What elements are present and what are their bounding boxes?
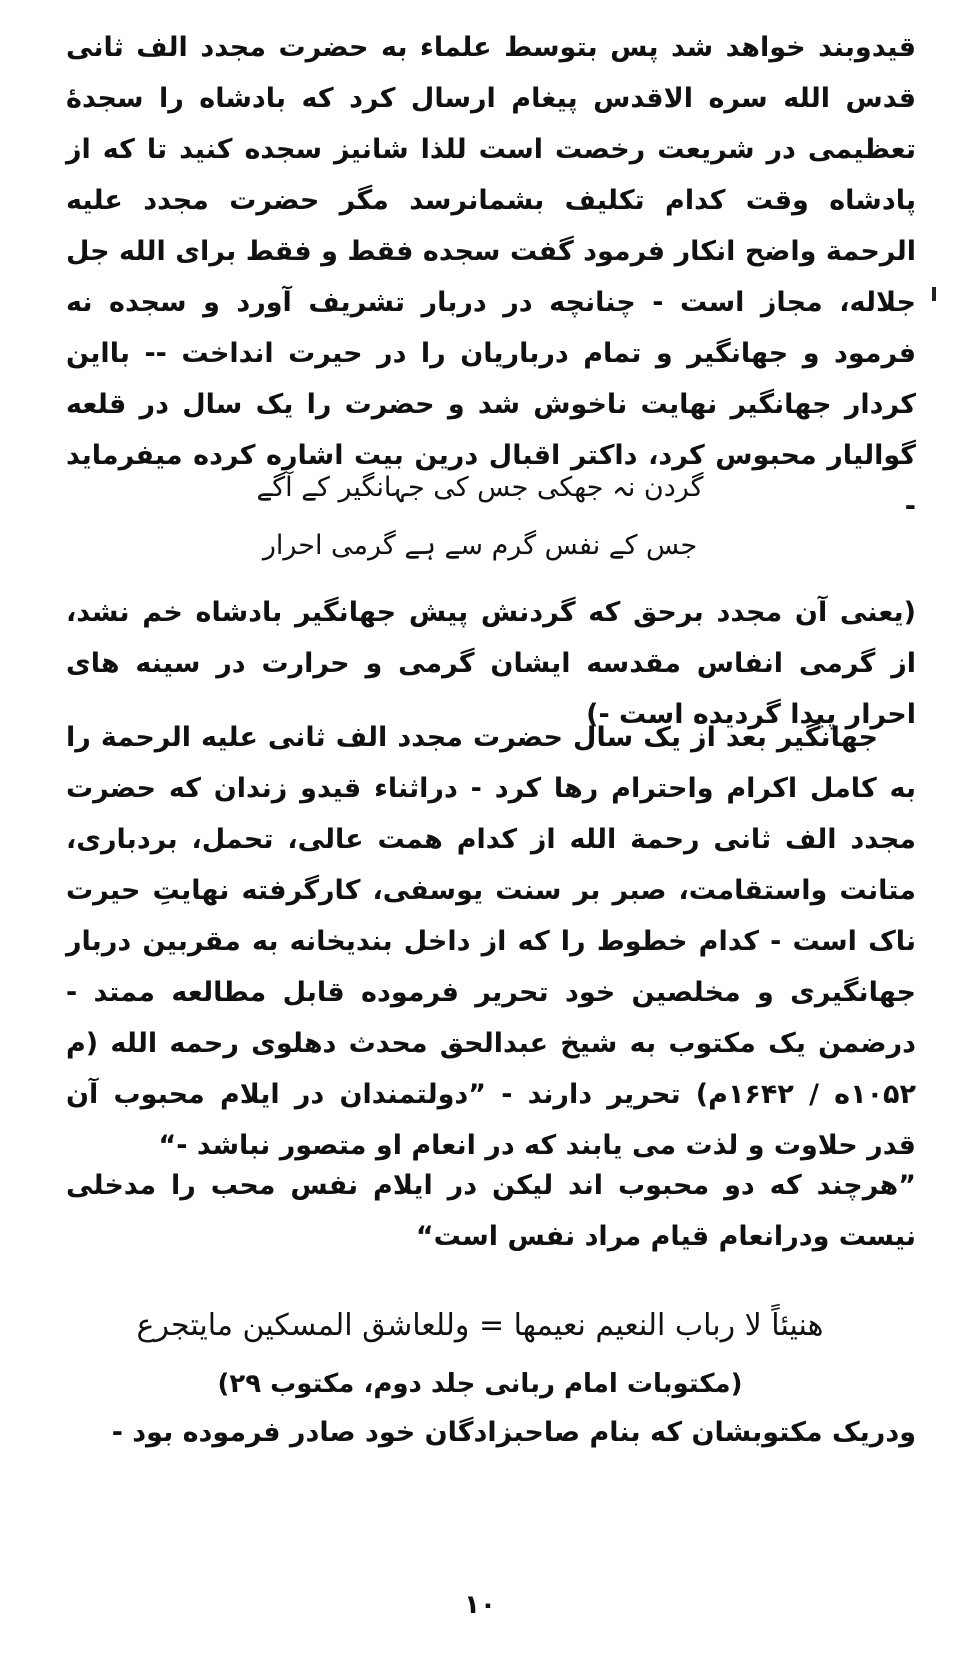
paragraph-intro: قیدوبند خواهد شد پس بتوسط علماء به حضرت مجدد الف ثانی قدس الله سره الاقدس پیغام ارسال کرد که بادشاه را سجدهٔ تعظیمی در شریعت رخصت است للذا شانیز سجده کنید تا که از پادشاه وقت کدام تکلیف بشمانرسد مگر حضرت مجدد علیه الرحمة واضح انکار فرمود گفت سجده فقط و فقط برای الله جل جلاله، مجاز است - چنانچه در دربار تشریف آورد و سجده نه فرمود و جهانگیر و تمام درباریان را در حیرت انداخت -- بااین کردار جهانگیر نهایت ناخوش شد و حضرت را یک سال در قلعه گوالیار محبوس کرد، داکتر اقبال درین بیت اشاره کرده میفرماید - [66, 32, 916, 522]
urdu-verse-line-2: جس کے نفس گرم سے ہے گرمی احرار [262, 530, 698, 561]
margin-mark [932, 287, 936, 301]
reference-citation: (مکتوبات امام ربانی جلد دوم، مکتوب ۲۹) [217, 1369, 743, 1399]
paragraph-quote: ”هرچند که دو محبوب اند لیکن در ایلام نفس محب را مدخلی نیست ودرانعام قیام مراد نفس است“ [66, 1170, 916, 1252]
paragraph-closing: ودریک مکتوبشان که بنام صاحبزادگان خود صادر فرموده بود - [111, 1417, 916, 1448]
paragraph-release: جهانگیر بعد از یک سال حضرت مجدد الف ثانی علیه الرحمة را به کامل اکرام واحترام رها کرد - دراثناء قیدو زندان که حضرت مجدد الف ثانی رحمة الله از کدام همت عالی، تحمل، بردباری، متانت واستقامت، صبر بر سنت یوسفی، کارگرفته نهایتِ حیرت ناک است - کدام خطوط را که از داخل بندیخانه به مقربین دربار جهانگیری و مخلصین خود تحریر فرموده قابل مطالعه ممتد - درضمن یک مکتوب به شیخ عبدالحق محدث دهلوی رحمه الله (م ۱۰۵۲ه / ۱۶۴۲م) تحریر دارند - ”دولتمندان در ایلام محبوب آن قدر حلاوت و لذت می یابند که در انعام او متصور نباشد -“ [66, 722, 917, 1161]
urdu-verse-line-1: گردن نہ جھکی جس کی جہانگیر کے آگے [256, 472, 704, 503]
paragraph-verse-explanation: (یعنی آن مجدد برحق که گردنش پیش جهانگیر بادشاه خم نشد، از گرمی انفاس مقدسه ایشان گرمی و حرارت در سینه های احرار پیدا گردیده است -) [66, 597, 916, 730]
arabic-verse: هنيئاً لا رباب النعيم نعيمها = وللعاشق المسكين مايتجرع [136, 1308, 824, 1343]
page-number: ١٠ [464, 1590, 496, 1620]
